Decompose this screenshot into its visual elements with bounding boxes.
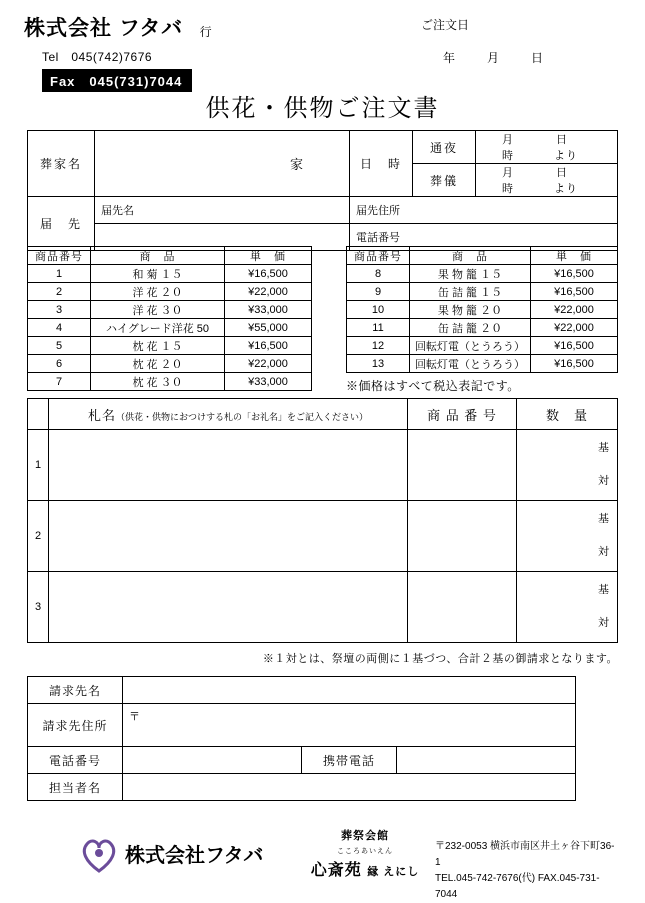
col-header-no: 商品番号	[28, 247, 91, 265]
item-name: 缶 詰 籠 ２０	[410, 319, 531, 337]
item-price: ¥55,000	[225, 319, 312, 337]
funeral-info-table	[27, 130, 618, 251]
postal-mark: 〒	[129, 711, 140, 723]
item-price: ¥33,000	[225, 373, 312, 391]
item-name: 果 物 籠 １５	[410, 265, 531, 283]
sogi-hour: 時	[502, 183, 514, 195]
item-name: 洋 花 ２０	[91, 283, 225, 301]
col-header-item: 商 品	[91, 247, 225, 265]
table-row	[347, 301, 618, 319]
hall-block	[305, 827, 425, 880]
fuda-table	[27, 398, 618, 643]
unit-tsui: 対	[598, 617, 609, 629]
fuda-itemno-input[interactable]	[408, 430, 517, 501]
tsuya-hour: 時	[502, 150, 514, 162]
table-row	[28, 774, 576, 801]
sogi-label: 葬儀	[413, 164, 476, 197]
table-row	[28, 572, 618, 643]
item-price: ¥33,000	[225, 301, 312, 319]
unit-ki: 基	[598, 513, 609, 525]
sogika-label: 葬家名	[28, 131, 95, 197]
item-price: ¥16,500	[531, 355, 618, 373]
order-date-label: ご注文日	[421, 18, 470, 32]
fuda-name-input[interactable]	[49, 501, 408, 572]
footer-address-block	[435, 839, 618, 903]
sogi-day: 日	[556, 167, 568, 179]
tsuya-datetime-field[interactable]	[476, 131, 618, 164]
table-row	[347, 265, 618, 283]
item-price: ¥22,000	[531, 319, 618, 337]
table-row	[28, 319, 312, 337]
hall-name-kanji: 心斎苑	[310, 862, 362, 879]
tsuya-month: 月	[502, 134, 514, 146]
hall-name-en: 縁 えにし	[367, 866, 420, 878]
table-row	[28, 131, 618, 164]
table-row	[28, 704, 576, 747]
fuda-row-number: 3	[28, 572, 49, 643]
item-no: 2	[28, 283, 91, 301]
table-row	[28, 677, 576, 704]
item-no: 12	[347, 337, 410, 355]
item-name: 回転灯電（とうろう）	[410, 337, 531, 355]
todoke-tel-label: 電話番号	[356, 232, 400, 244]
todoke-label: 届 先	[28, 197, 95, 251]
billing-tel-label: 電話番号	[28, 747, 123, 774]
todoke-name-label: 届先名	[101, 205, 134, 217]
billing-mobile-label: 携帯電話	[302, 747, 397, 774]
fuda-rowno-header	[28, 399, 49, 430]
fuda-note: ※１対とは、祭壇の両側に１基づつ、合計２基の御請求となります。	[262, 653, 618, 665]
order-date-year: 年	[443, 51, 457, 65]
page-title: 供花・供物ご注文書	[205, 96, 440, 122]
fuda-itemno-input[interactable]	[408, 501, 517, 572]
datetime-label: 日 時	[350, 131, 413, 197]
table-header-row	[28, 247, 312, 265]
table-row	[28, 430, 618, 501]
billing-staff-label: 担当者名	[28, 774, 123, 801]
addressee-label: 行	[199, 25, 212, 39]
item-price: ¥16,500	[531, 337, 618, 355]
order-date-day: 日	[531, 51, 545, 65]
col-header-no: 商品番号	[347, 247, 410, 265]
header	[24, 12, 621, 89]
sogi-month: 月	[502, 167, 514, 179]
company-name: 株式会社 フタバ	[24, 17, 184, 40]
item-no: 9	[347, 283, 410, 301]
item-no: 7	[28, 373, 91, 391]
item-no: 10	[347, 301, 410, 319]
table-row	[347, 355, 618, 373]
col-header-item: 商 品	[410, 247, 531, 265]
item-price: ¥22,000	[225, 283, 312, 301]
billing-table	[27, 676, 576, 801]
fuda-qty-header: 数 量	[517, 399, 618, 430]
fuda-name-header	[49, 399, 408, 430]
item-no: 1	[28, 265, 91, 283]
item-price: ¥16,500	[531, 283, 618, 301]
item-price: ¥16,500	[225, 265, 312, 283]
order-date-block	[421, 16, 621, 66]
table-row	[28, 501, 618, 572]
col-header-price: 単 価	[225, 247, 312, 265]
billing-address-input[interactable]	[123, 704, 576, 747]
item-name: 缶 詰 籠 １５	[410, 283, 531, 301]
tsuya-yori: より	[554, 150, 578, 162]
family-name-field[interactable]	[95, 131, 350, 197]
table-header-row	[28, 399, 618, 430]
table-row	[28, 197, 618, 224]
table-row	[347, 319, 618, 337]
todoke-name-field[interactable]	[95, 197, 350, 224]
item-name: 洋 花 ３０	[91, 301, 225, 319]
tax-note: ※価格はすべて税込表記です。	[346, 379, 520, 393]
unit-tsui: 対	[598, 546, 609, 558]
table-row	[28, 337, 312, 355]
fuda-itemno-header: 商 品 番 号	[408, 399, 517, 430]
item-name: 枕 花 １５	[91, 337, 225, 355]
hall-name	[305, 857, 425, 880]
billing-name-input[interactable]	[123, 677, 576, 704]
item-price: ¥22,000	[225, 355, 312, 373]
table-row	[28, 373, 312, 391]
item-no: 6	[28, 355, 91, 373]
table-row	[347, 283, 618, 301]
fuda-qty-input[interactable]	[517, 430, 618, 501]
family-suffix: 家	[289, 157, 303, 172]
price-table-right	[346, 246, 618, 373]
item-no: 3	[28, 301, 91, 319]
todoke-address-label: 届先住所	[356, 205, 400, 217]
item-name: 果 物 籠 ２０	[410, 301, 531, 319]
sogi-datetime-field[interactable]	[476, 164, 618, 197]
item-no: 4	[28, 319, 91, 337]
table-row	[28, 265, 312, 283]
fuda-qty-input[interactable]	[517, 501, 618, 572]
item-price: ¥22,000	[531, 301, 618, 319]
item-name: 和 菊 １５	[91, 265, 225, 283]
unit-tsui: 対	[598, 475, 609, 487]
unit-ki: 基	[598, 442, 609, 454]
tsuya-day: 日	[556, 134, 568, 146]
table-row	[28, 301, 312, 319]
fuda-name-input[interactable]	[49, 430, 408, 501]
billing-tel-input[interactable]	[123, 747, 302, 774]
item-name: 枕 花 ３０	[91, 373, 225, 391]
table-row	[28, 747, 576, 774]
tsuya-label: 通夜	[413, 131, 476, 164]
unit-ki: 基	[598, 584, 609, 596]
item-price: ¥16,500	[531, 265, 618, 283]
item-name: 枕 花 ２０	[91, 355, 225, 373]
fuda-row-number: 1	[28, 430, 49, 501]
fuda-qty-input[interactable]	[517, 572, 618, 643]
fuda-name-header-text: 札名	[88, 407, 117, 423]
item-no: 13	[347, 355, 410, 373]
col-header-price: 単 価	[531, 247, 618, 265]
table-header-row	[347, 247, 618, 265]
order-date-fields	[421, 49, 621, 66]
item-price: ¥16,500	[225, 337, 312, 355]
footer-contact: TEL.045-742-7676(代) FAX.045-731-7044	[435, 873, 600, 900]
item-no: 5	[28, 337, 91, 355]
hall-ruby: こころあいえん	[337, 848, 393, 855]
futaba-logo-icon	[79, 833, 119, 873]
item-no: 8	[347, 265, 410, 283]
billing-address-label: 請求先住所	[28, 704, 123, 747]
order-date-month: 月	[487, 51, 501, 65]
footer-company-name: 株式会社フタバ	[125, 845, 264, 867]
footer	[27, 825, 618, 900]
hall-category: 葬祭会館	[341, 830, 389, 842]
price-table-left	[27, 246, 312, 391]
fuda-row-number: 2	[28, 501, 49, 572]
tel-line: Tel 045(742)7676	[42, 50, 153, 64]
billing-name-label: 請求先名	[28, 677, 123, 704]
billing-mobile-input[interactable]	[397, 747, 576, 774]
fuda-name-header-note: （供花・供物におつけする札の「お礼名」をご記入ください）	[116, 411, 368, 422]
sogi-yori: より	[554, 183, 578, 195]
item-name: 回転灯電（とうろう）	[410, 355, 531, 373]
table-row	[347, 337, 618, 355]
table-row	[28, 355, 312, 373]
table-row	[28, 283, 312, 301]
footer-address: 〒232-0053 横浜市南区井土ヶ谷下町36-1	[435, 841, 615, 868]
fuda-itemno-input[interactable]	[408, 572, 517, 643]
todoke-address-field[interactable]	[350, 197, 618, 224]
fuda-name-input[interactable]	[49, 572, 408, 643]
fax-line: Fax 045(731)7044	[42, 69, 192, 92]
item-name: ハイグレード洋花 50	[91, 319, 225, 337]
billing-staff-input[interactable]	[123, 774, 576, 801]
item-no: 11	[347, 319, 410, 337]
